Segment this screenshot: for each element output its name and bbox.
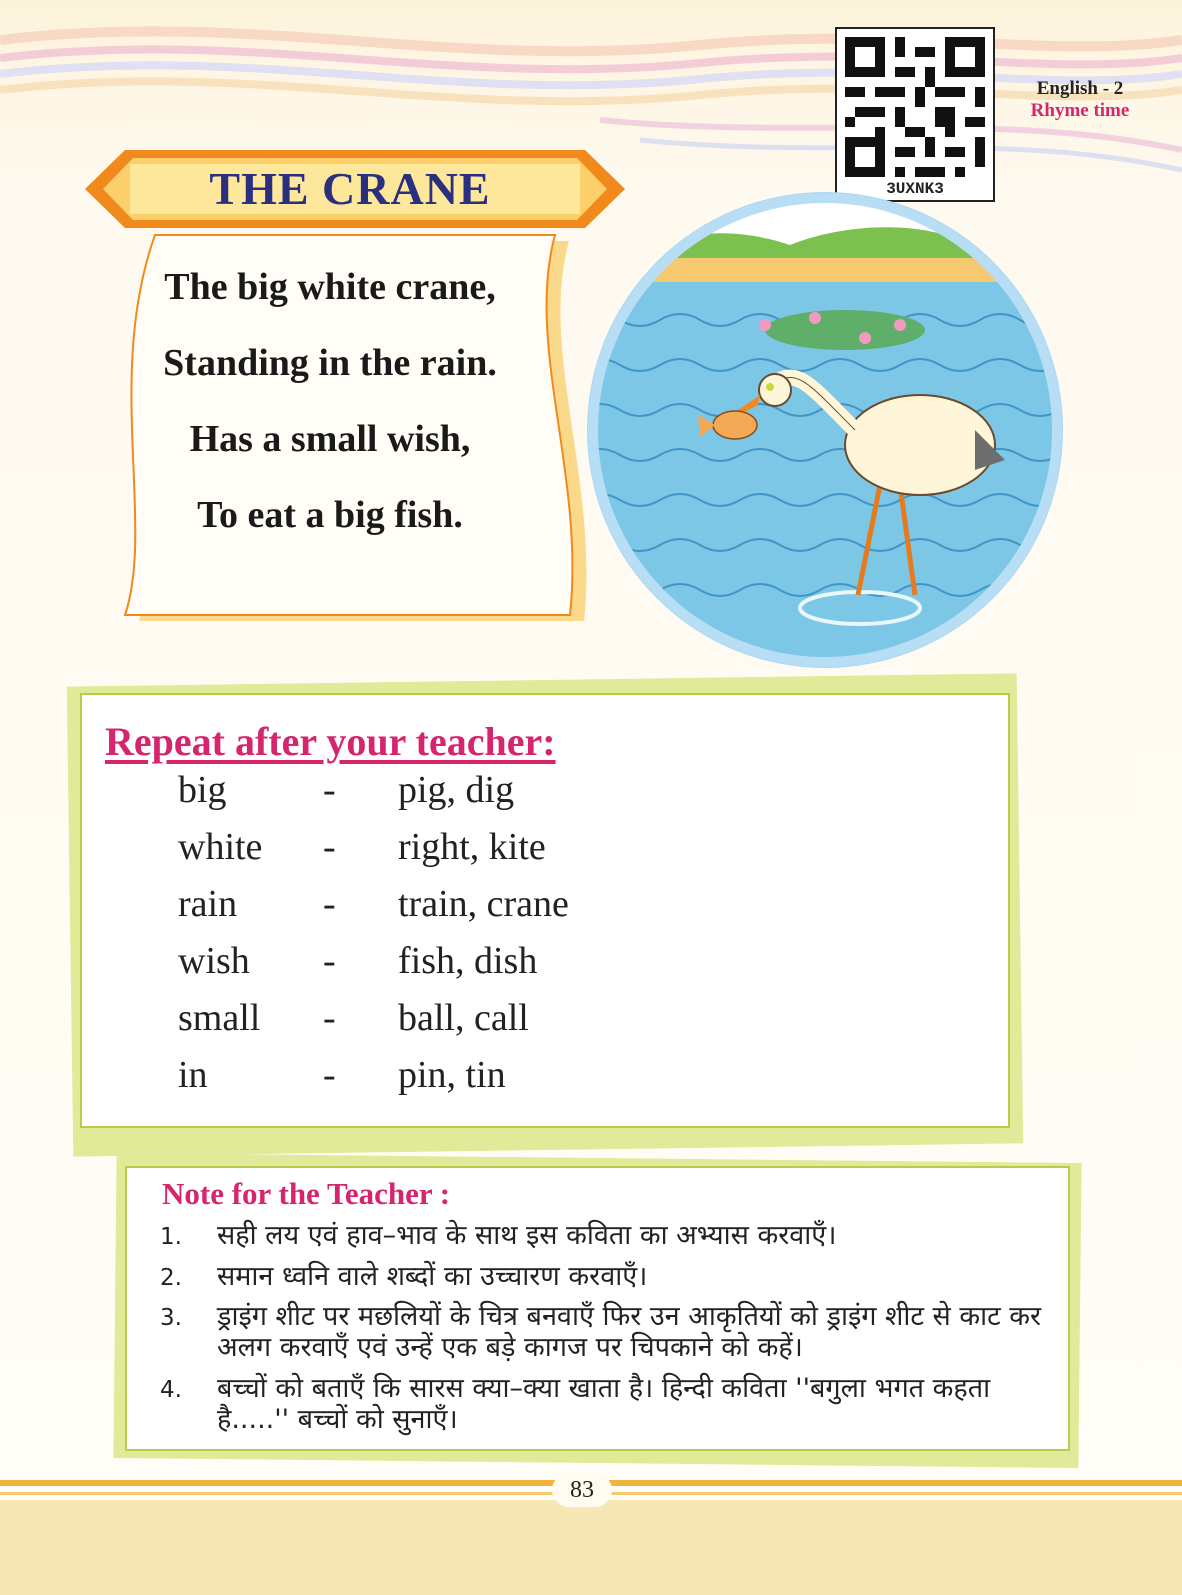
rhyme-word: white [178, 826, 263, 868]
poem-line: Has a small wish, [189, 418, 471, 460]
note-text: सही लय एवं हाव–भाव के साथ इस कविता का अभ्यास करवाएँ। [217, 1220, 837, 1251]
rhyme-matches: pin, tin [398, 1054, 506, 1096]
rhyme-word: wish [178, 940, 250, 982]
rhyme-matches: right, kite [398, 826, 546, 868]
rhyme-dash: - [323, 997, 336, 1039]
rhyme-word: rain [178, 883, 238, 925]
rhyme-dash: - [323, 769, 336, 811]
rhyme-word: big [178, 769, 227, 811]
qr-pattern-icon [845, 37, 985, 177]
poem-line: The big white crane, [164, 266, 496, 308]
note-heading: Note for the Teacher : [162, 1176, 451, 1211]
rhyme-matches: fish, dish [398, 940, 538, 982]
rhyme-dash: - [323, 940, 336, 982]
page-number: 83 [570, 1477, 594, 1503]
rhyme-matches: ball, call [398, 997, 529, 1039]
crane-illustration [580, 190, 1070, 670]
book-title: English - 2 [1036, 78, 1124, 99]
section-label: Rhyme time [1030, 100, 1130, 121]
poem-title: THE CRANE [209, 163, 491, 214]
poem-text [130, 258, 530, 562]
note-text: ड्राइंग शीट पर मछलियों के चित्र बनवाएँ फिर उन आकृतियों को ड्राइंग शीट से काट कर अलग करवाएँ एवं उन्हें एक बड़े कागज पर चिपकाने को कहें। [217, 1301, 1042, 1363]
qr-code[interactable] [835, 27, 995, 202]
rhyme-dash: - [323, 883, 336, 925]
note-text: समान ध्वनि वाले शब्दों का उच्चारण करवाएँ। [217, 1261, 648, 1292]
note-number: 4. [160, 1377, 182, 1403]
note-text: बच्चों को बताएँ कि सारस क्या–क्या खाता है। हिन्दी कविता ''बगुला भगत कहता है.....'' बच्चों को सुनाएँ। [217, 1373, 991, 1435]
rhyme-dash: - [323, 826, 336, 868]
note-number: 1. [160, 1224, 182, 1250]
rhyme-matches: train, crane [398, 883, 569, 925]
note-number: 2. [160, 1265, 182, 1291]
repeat-heading: Repeat after your teacher: [105, 719, 556, 764]
rhyme-word: in [178, 1054, 208, 1096]
poem-line: To eat a big fish. [197, 494, 463, 536]
header-labels [1010, 78, 1150, 122]
rhyme-matches: pig, dig [398, 769, 515, 811]
rhyme-dash: - [323, 1054, 336, 1096]
note-number: 3. [160, 1305, 182, 1331]
footer-band [0, 1500, 1182, 1595]
qr-code-text: 3UXNK3 [886, 180, 944, 198]
rhyme-word: small [178, 997, 261, 1039]
poem-line: Standing in the rain. [163, 342, 497, 384]
